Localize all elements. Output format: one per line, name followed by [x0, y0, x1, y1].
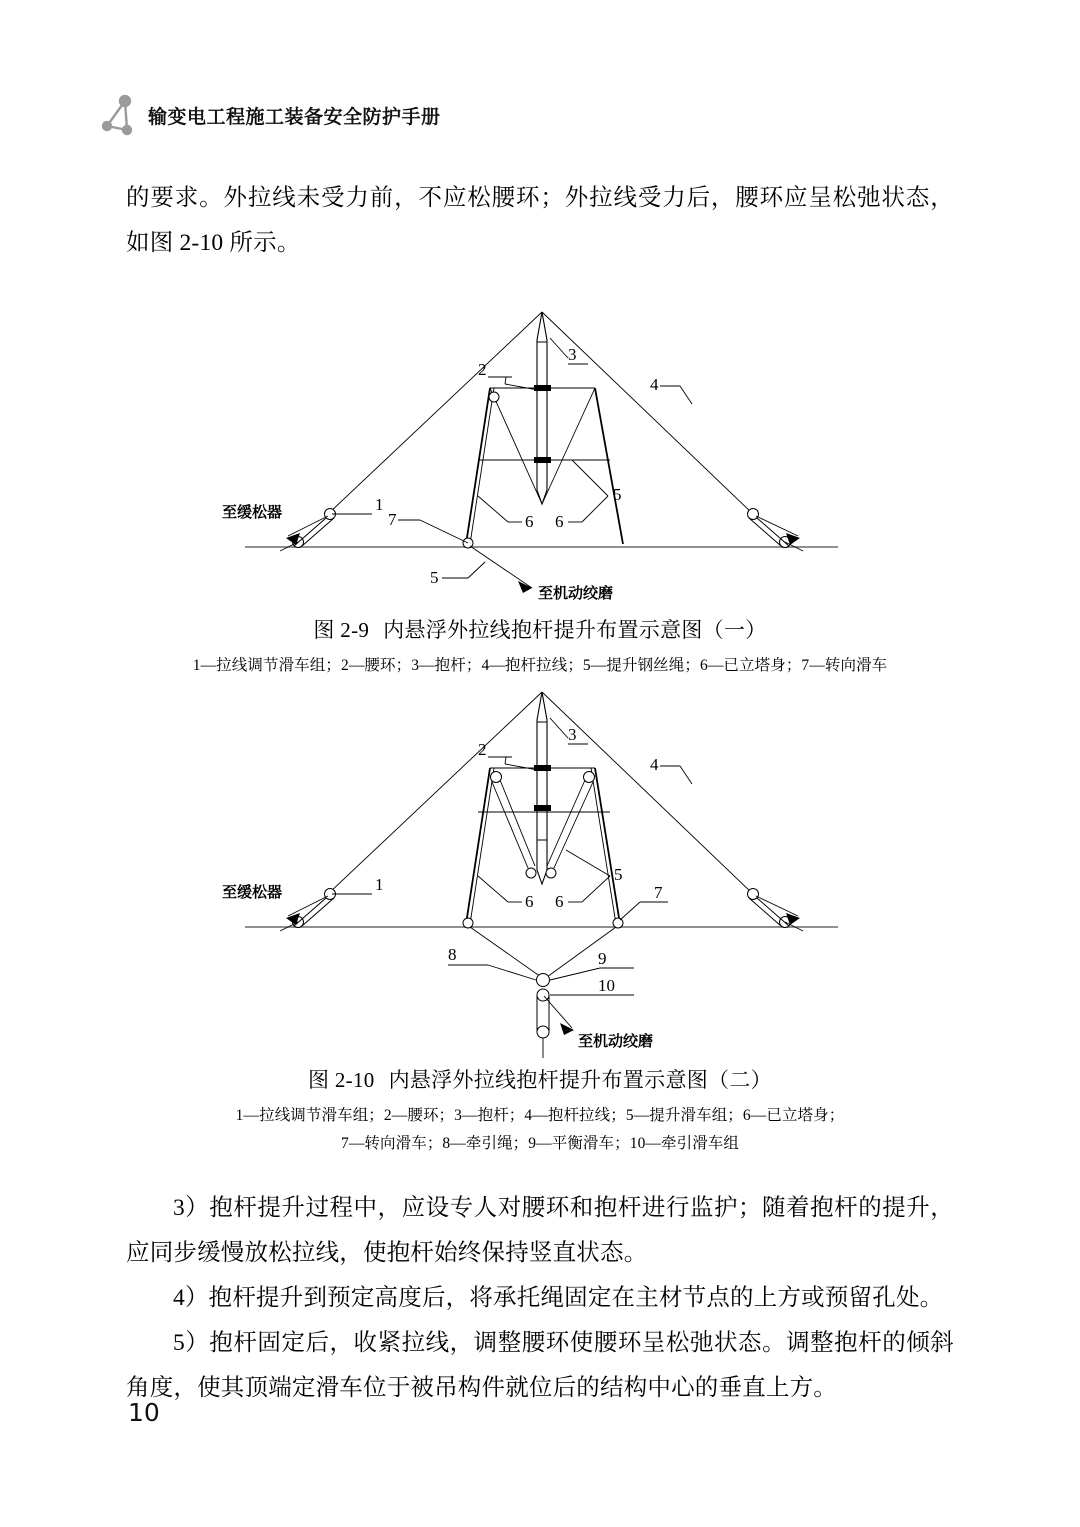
figure-2-10-caption-text: 内悬浮外拉线抱杆提升布置示意图（二） — [388, 1068, 772, 1092]
figure-2-10-legend-line-2: 7—转向滑车；8—牵引绳；9—平衡滑车；10—牵引滑车组 — [340, 1135, 740, 1152]
fig1-label-1: 1 — [375, 495, 384, 514]
figure-2-9-legend: 1—拉线调节滑车组；2—腰环；3—抱杆；4—抱杆拉线；5—提升钢丝绳；6—已立塔身；7—转向滑车 — [192, 657, 888, 674]
body-content-top — [126, 176, 954, 266]
paragraph-step-5: 5）抱杆固定后，收紧拉线，调整腰环使腰环呈松弛状态。调整抱杆的倾斜角度，使其顶端定滑车位于被吊构件就位后的结构中心的垂直上方。 — [126, 1330, 954, 1401]
fig2-label-7: 7 — [654, 883, 663, 902]
fig2-label-5: 5 — [614, 865, 623, 884]
figure-2-9-drawing — [220, 300, 860, 610]
waist-ring-lower — [534, 457, 551, 463]
figure-2-9 — [0, 300, 1080, 679]
figure-2-10-caption-number: 图 2-10 — [308, 1068, 375, 1092]
fig2-label-10: 10 — [598, 976, 615, 995]
body-content-bottom — [126, 1186, 954, 1411]
fig1-label-7: 7 — [388, 510, 397, 529]
paragraph-intro: 的要求。外拉线未受力前，不应松腰环；外拉线受力后，腰环应呈松弛状态，如图 2-10 所示。 — [126, 185, 954, 256]
figure-2-10-legend-line-1: 1—拉线调节滑车组；2—腰环；3—抱杆；4—抱杆拉线；5—提升滑车组；6—已立塔身； — [235, 1107, 845, 1124]
fig1-label-6b: 6 — [555, 512, 564, 531]
fig2-label-6a: 6 — [525, 892, 534, 911]
fig2-annotation-left: 至缓松器 — [222, 883, 283, 901]
page-number: 10 — [128, 1398, 160, 1427]
fig1-label-5b: 5 — [430, 568, 439, 587]
fig2-label-3: 3 — [568, 725, 577, 744]
paragraph-step-4: 4）抱杆提升到预定高度后，将承托绳固定在主材节点的上方或预留孔处。 — [173, 1285, 944, 1311]
waist-ring-lower — [534, 805, 551, 811]
fig2-annotation-bottom: 至机动绞磨 — [578, 1032, 654, 1050]
triangle-nodes-icon — [98, 92, 138, 138]
fig2-label-6b: 6 — [555, 892, 564, 911]
fig1-annotation-bottom: 至机动绞磨 — [538, 584, 614, 602]
figure-2-10-caption — [0, 1064, 1080, 1094]
fig1-label-2: 2 — [478, 360, 487, 379]
fig1-annotation-left: 至缓松器 — [222, 503, 283, 521]
figure-2-9-caption — [0, 614, 1080, 644]
figure-2-9-caption-number: 图 2-9 — [313, 618, 370, 642]
fig1-label-4: 4 — [650, 375, 659, 394]
fig2-label-4: 4 — [650, 755, 659, 774]
fig1-label-3: 3 — [568, 345, 577, 364]
fig2-label-8: 8 — [448, 945, 457, 964]
fig1-label-5a: 5 — [613, 485, 622, 504]
fig2-label-9: 9 — [598, 949, 607, 968]
paragraph-step-3: 3）抱杆提升过程中，应设专人对腰环和抱杆进行监护；随着抱杆的提升，应同步缓慢放松拉线，使抱杆始终保持竖直状态。 — [126, 1195, 954, 1266]
header-title: 输变电工程施工装备安全防护手册 — [148, 105, 441, 128]
figure-2-9-caption-text: 内悬浮外拉线抱杆提升布置示意图（一） — [383, 618, 767, 642]
figure-2-10-drawing — [220, 680, 860, 1060]
fig1-label-6a: 6 — [525, 512, 534, 531]
page-header — [98, 92, 441, 138]
fig2-label-2: 2 — [478, 740, 487, 759]
figure-2-10 — [0, 680, 1080, 1157]
fig2-label-1: 1 — [375, 875, 384, 894]
